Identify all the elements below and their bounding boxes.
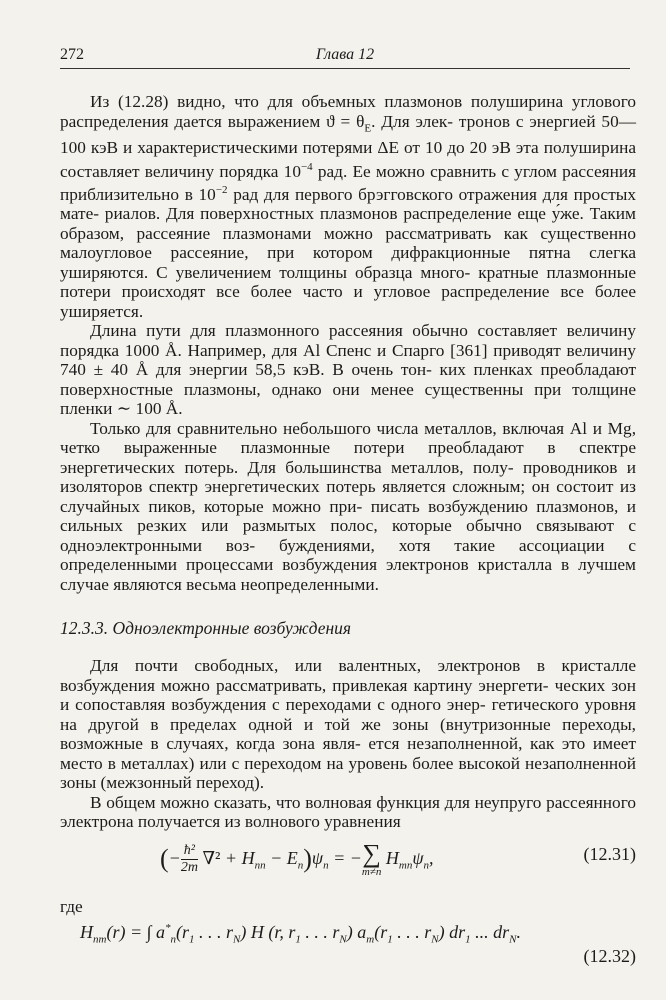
equation-number: (12.32) — [583, 945, 636, 966]
paragraph-3: Только для сравнительно небольшого числа металлов, включая Al и Mg, четко выраженные плазмонные потери преобладают в спектре энергетических потерь. Для большинства металлов, полу- проводников и изоляторов спектр энергетических потерь является сложным; он состоит из случайных пиков, которые можно при- писать возбуждению плазмонов, и сильных резких или размытых полос, которые обычно связывают с одноэлектронными воз- буждениями, хотя такие ассоциации с определенными процессами возбуждения электронов кристалла в лучшем случае являются весьма неопределенными. — [60, 418, 637, 594]
section-title: 12.3.3. Одноэлектронные возбуждения — [60, 618, 352, 639]
page-header — [60, 44, 630, 69]
equation-number: (12.31) — [583, 843, 636, 864]
where-label: где — [60, 896, 83, 916]
page-body — [60, 92, 636, 972]
paragraph-1: Из (12.28) видно, что для объемных плазмонов полуширина углового распределения дается выражением $ϑ = \theta_E$. Для элек- тронов с энергией 50—100 кэВ и характеристическими потерями ΔE от 10 до 20 эВ эта полуширина составляет величину порядка $10^{-4}$ рад. Ее можно сравнить с углом рассеяния приблизительно в $10^{-2}$ рад для первого брэгговского отражения для простых мате- риалов. Для поверхностных плазмонов распределение еще у́же. Таким образом, рассеяние плазмонами можно рассматривать как существенно малоугловое рассеяние, при котором дифракционные пятна слегка уширяются. С увеличением толщины образца много- кратные плазмонные потери происходят все более часто и угловое распределение все более уширяется. — [60, 92, 637, 321]
chapter-title: Глава 12 — [315, 46, 375, 63]
page-number: 272 — [60, 46, 84, 63]
paragraph-4: Для почти свободных, или валентных, электронов в кристалле возбуждения можно рассматривать, привлекая картину энергети- ческих зон и сопоставляя возбуждения с переходами с одного энер- гетического уровня на другой в пределах одной и той же зоны (внутризонные переходы, возможные в случаях, когда зона явля- ется незаполненной, как это имеет место в металлах) или с переходом на уровень более высокой незаполненной зоны (межзонный переход). — [60, 656, 636, 793]
paragraph-5: В общем можно сказать, что волновая функция для неупруго рассеянного электрона получается из волнового уравнения — [60, 792, 636, 832]
equation-12-31: (− $\frac{\text{ħ²}}{2m}$ $\nabla^2 + H_{nn} - E_n)\psi_n$ = − ∑ m≠n $H_{mn}\psi_n$, (12.31) — [160, 838, 636, 878]
paragraph-2: Длина пути для плазмонного рассеяния обычно составляет величину порядка 1000 Å. Например, для Al Спенс и Спарго [361] приводят величину 740 ± 40 Å для энергии 58,5 кэВ. В очень тон- ких пленках преобладают поверхностные плазмоны, однако они менее существенны при толщине пленки ∼ 100 Å. — [60, 321, 636, 419]
equation-12-32: $H_{nm}(r)$ = ∫ $a^*_n(r_1$ . . . $r_N$) H (r, $r_1$ . . . $r_N$) $a_m(r_1$ . . . $r_N$) $dr_1$ ... $dr_N$. (12.32) — [80, 921, 636, 966]
